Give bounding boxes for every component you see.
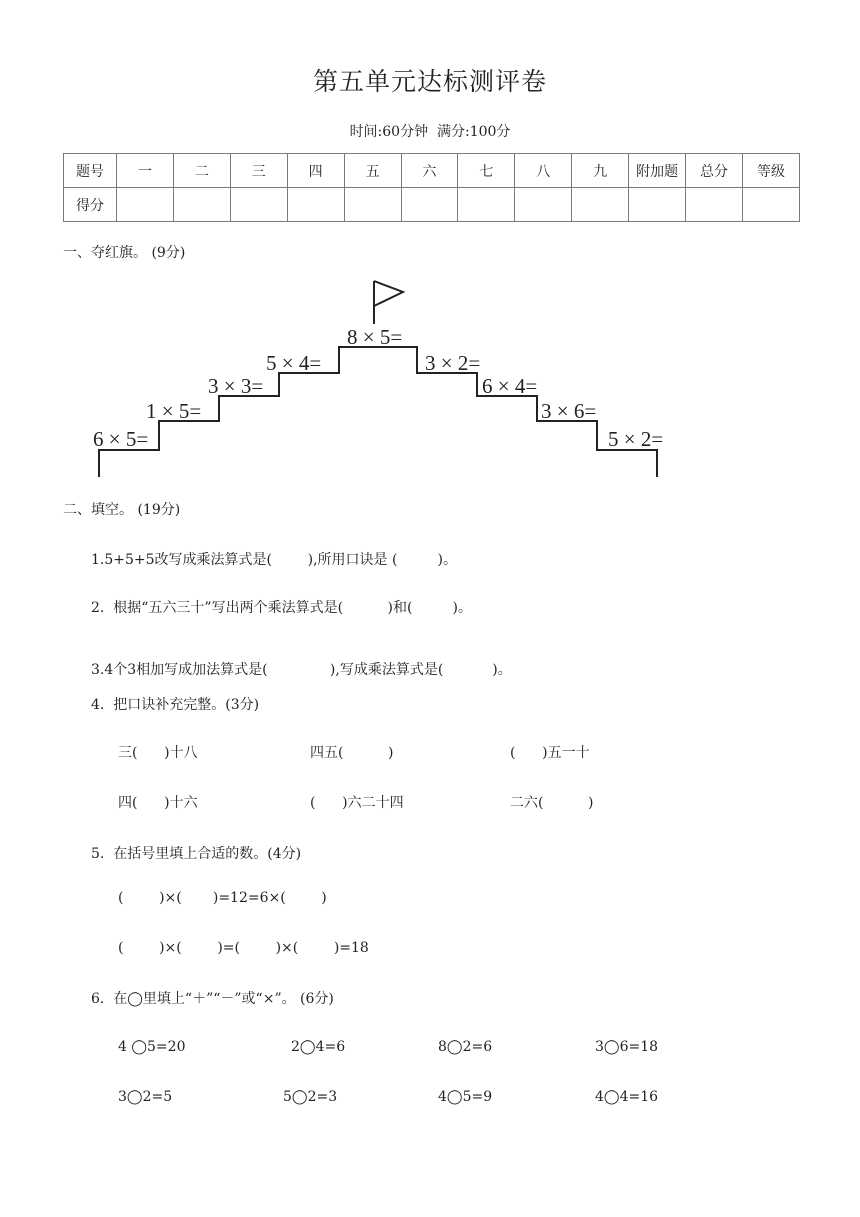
score-cell[interactable] [344, 188, 401, 222]
operator-item: 8◯2=6 [438, 1039, 493, 1055]
fill-blank-item: 三( )十八 [118, 745, 198, 761]
score-cell[interactable] [515, 188, 572, 222]
table-header-cell: 总分 [686, 154, 743, 188]
stair-label: 3 × 6= [541, 399, 597, 423]
table-header-cell: 题号 [64, 154, 117, 188]
table-header-cell: 九 [572, 154, 629, 188]
stair-label: 3 × 3= [208, 374, 264, 398]
question-1: 1.5+5+5改写成乘法算式是( ),所用口诀是 ( )。 [91, 552, 457, 568]
score-cell[interactable] [287, 188, 344, 222]
stair-label: 5 × 2= [608, 427, 664, 451]
score-cell[interactable] [629, 188, 686, 222]
question-2: 2. 根据“五六三十”写出两个乘法算式是( )和( )。 [91, 600, 472, 616]
stair-label: 6 × 4= [482, 374, 538, 398]
page-title: 第五单元达标测评卷 [312, 67, 547, 96]
stairs-figure [0, 270, 860, 482]
table-header-cell: 等级 [742, 154, 799, 188]
question-3: 3.4个3相加写成加法算式是( ),写成乘法算式是( )。 [91, 662, 512, 678]
operator-item: 4 ◯5=20 [118, 1039, 186, 1055]
fill-blank-item: 四( )十六 [118, 795, 198, 811]
table-header-cell: 二 [173, 154, 230, 188]
table-header-cell: 五 [344, 154, 401, 188]
operator-item: 3◯6=18 [595, 1039, 659, 1055]
stair-label: 6 × 5= [93, 427, 149, 451]
table-header-cell: 八 [515, 154, 572, 188]
table-header-cell: 六 [401, 154, 458, 188]
section-heading-2: 二、填空。 (19分) [63, 502, 181, 518]
flag-icon [374, 281, 403, 324]
exam-info: 时间:60分钟 满分:100分 [349, 124, 511, 140]
stair-label: 5 × 4= [266, 351, 322, 375]
equation-line: ( )×( )=12=6×( ) [118, 890, 327, 906]
score-table [63, 153, 800, 222]
operator-item: 4◯5=9 [438, 1089, 493, 1105]
table-header-cell: 四 [287, 154, 344, 188]
score-row-label: 得分 [64, 188, 117, 222]
operator-item: 3◯2=5 [118, 1089, 173, 1105]
operator-item: 4◯4=16 [595, 1089, 659, 1105]
score-table-header-row [64, 154, 800, 188]
stair-label: 8 × 5= [347, 325, 403, 349]
section-heading-1: 一、夺红旗。 (9分) [63, 245, 186, 261]
score-cell[interactable] [230, 188, 287, 222]
score-table-score-row [64, 188, 800, 222]
score-cell[interactable] [572, 188, 629, 222]
score-cell[interactable] [742, 188, 799, 222]
fill-blank-item: 四五( ) [310, 745, 394, 761]
question-6-label: 6. 在◯里填上“＋”“－”或“×”。 (6分) [91, 991, 334, 1007]
stair-label: 1 × 5= [146, 399, 202, 423]
operator-item: 5◯2=3 [283, 1089, 338, 1105]
score-cell[interactable] [458, 188, 515, 222]
fill-blank-item: 二六( ) [510, 795, 594, 811]
stair-label: 3 × 2= [425, 351, 481, 375]
score-cell[interactable] [686, 188, 743, 222]
score-cell[interactable] [117, 188, 174, 222]
table-header-cell: 七 [458, 154, 515, 188]
fill-blank-item: ( )六二十四 [310, 795, 404, 811]
table-header-cell: 一 [117, 154, 174, 188]
score-cell[interactable] [173, 188, 230, 222]
operator-item: 2◯4=6 [291, 1039, 346, 1055]
score-cell[interactable] [401, 188, 458, 222]
table-header-cell: 三 [230, 154, 287, 188]
fill-blank-item: ( )五一十 [510, 745, 590, 761]
table-header-cell: 附加题 [629, 154, 686, 188]
question-5-label: 5. 在括号里填上合适的数。(4分) [91, 846, 302, 862]
question-4-label: 4. 把口诀补充完整。(3分) [91, 697, 260, 713]
equation-line: ( )×( )=( )×( )=18 [118, 940, 369, 956]
